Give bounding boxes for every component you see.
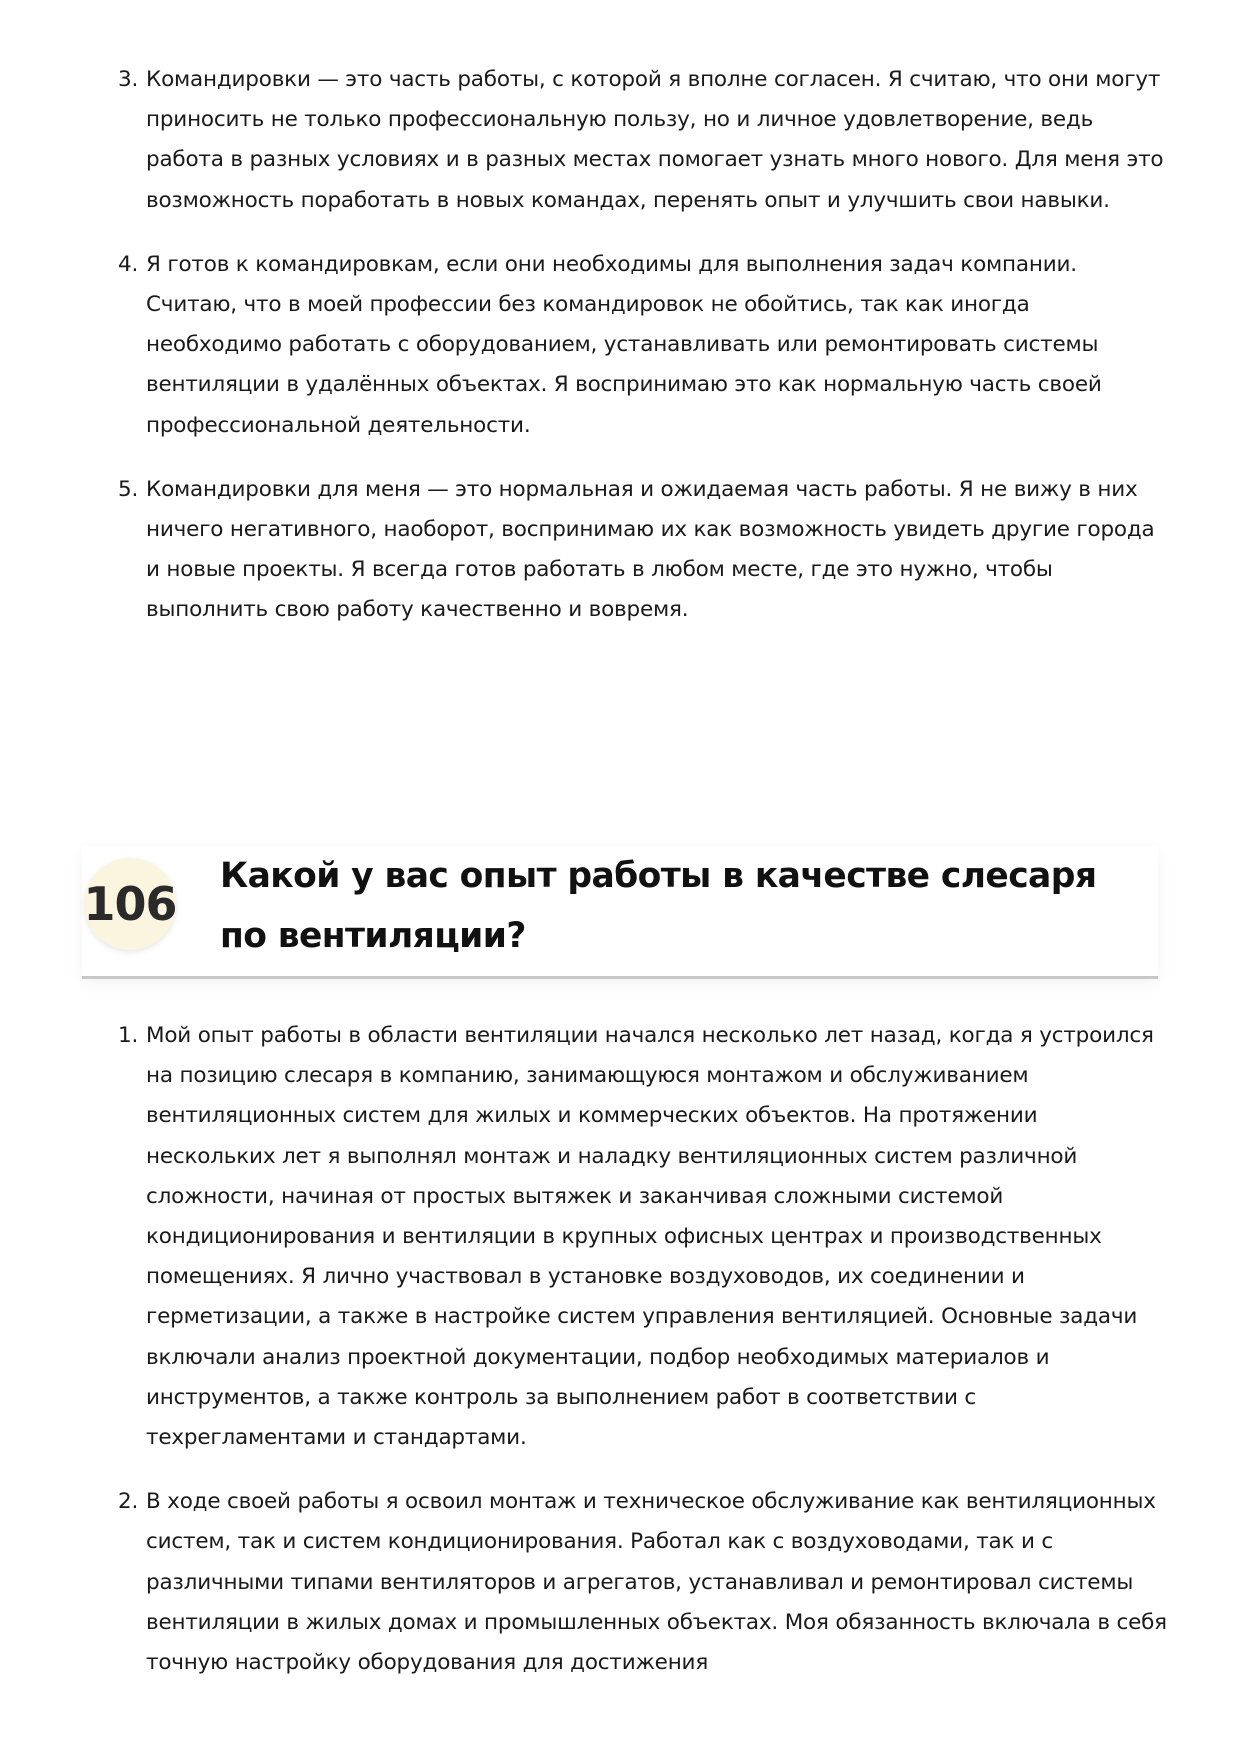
answer-number: 1. <box>118 1023 139 1048</box>
answer-item <box>118 245 1168 446</box>
answer-list <box>118 1016 1168 1707</box>
answer-item <box>118 60 1168 221</box>
question-title: Какой у вас опыт работы в качестве слесаря по вентиляции? <box>220 856 1097 956</box>
answer-text: Командировки для меня — это нормальная и ожидаемая часть работы. Я не вижу в них ничего негативного, наоборот, воспринимаю их как возможность увидеть другие города и новые проекты. Я всегда готов работать в любом месте, где это нужно, чтобы выполнить свою работу качественно и вовремя. <box>146 476 1155 623</box>
question-number-badge: 106 <box>84 858 176 950</box>
answer-number: 3. <box>118 67 139 92</box>
answer-text: В ходе своей работы я освоил монтаж и техническое обслуживание как вентиляционных систем, так и систем кондиционирования. Работал как с воздуховодами, так и с различными типами вентиляторов и агрегатов, устанавливал и ремонтировал системы вентиляции в жилых домах и промышленных объектах. Моя обязанность включала в себя точную настройку оборудования для достижения <box>146 1489 1167 1676</box>
answer-item <box>118 1482 1168 1683</box>
answer-list-previous-question <box>118 60 1168 655</box>
answer-item <box>118 470 1168 631</box>
answer-item <box>118 1016 1168 1458</box>
answer-text: Я готов к командировкам, если они необходимы для выполнения задач компании. Считаю, что в моей профессии без командировок не обойтись, так как иногда необходимо работать с оборудованием, устанавливать или ремонтировать системы вентиляции в удалённых объектах. Я воспринимаю это как нормальную часть своей профессиональной деятельности. <box>146 251 1102 438</box>
answer-text: Командировки — это часть работы, с которой я вполне согласен. Я считаю, что они могут приносить не только профессиональную пользу, но и личное удовлетворение, ведь работа в разных условиях и в разных местах помогает узнать много нового. Для меня это возможность поработать в новых командах, перенять опыт и улучшить свои навыки. <box>146 67 1164 213</box>
answer-text: Мой опыт работы в области вентиляции начался несколько лет назад, когда я устроился на позицию слесаря в компанию, занимающуюся монтажом и обслуживанием вентиляционных систем для жилых и коммерческих объектов. На протяжении нескольких лет я выполнял монтаж и наладку вентиляционных систем различной сложности, начиная от простых вытяжек и заканчивая сложными системой кондиционирования и вентиляции в крупных офисных центрах и производственных помещениях. Я лично участвовал в установке воздуховодов, их соединении и герметизации, а также в настройке систем управления вентиляцией. Основные задачи включали анализ проектной документации, подбор необходимых материалов и инструментов, а также контроль за выполнением работ в соответствии с техрегламентами и стандартами. <box>146 1023 1154 1451</box>
question-header <box>82 846 1158 979</box>
answer-number: 5. <box>118 476 139 502</box>
answer-number: 4. <box>118 251 139 277</box>
answer-number: 2. <box>118 1489 139 1515</box>
